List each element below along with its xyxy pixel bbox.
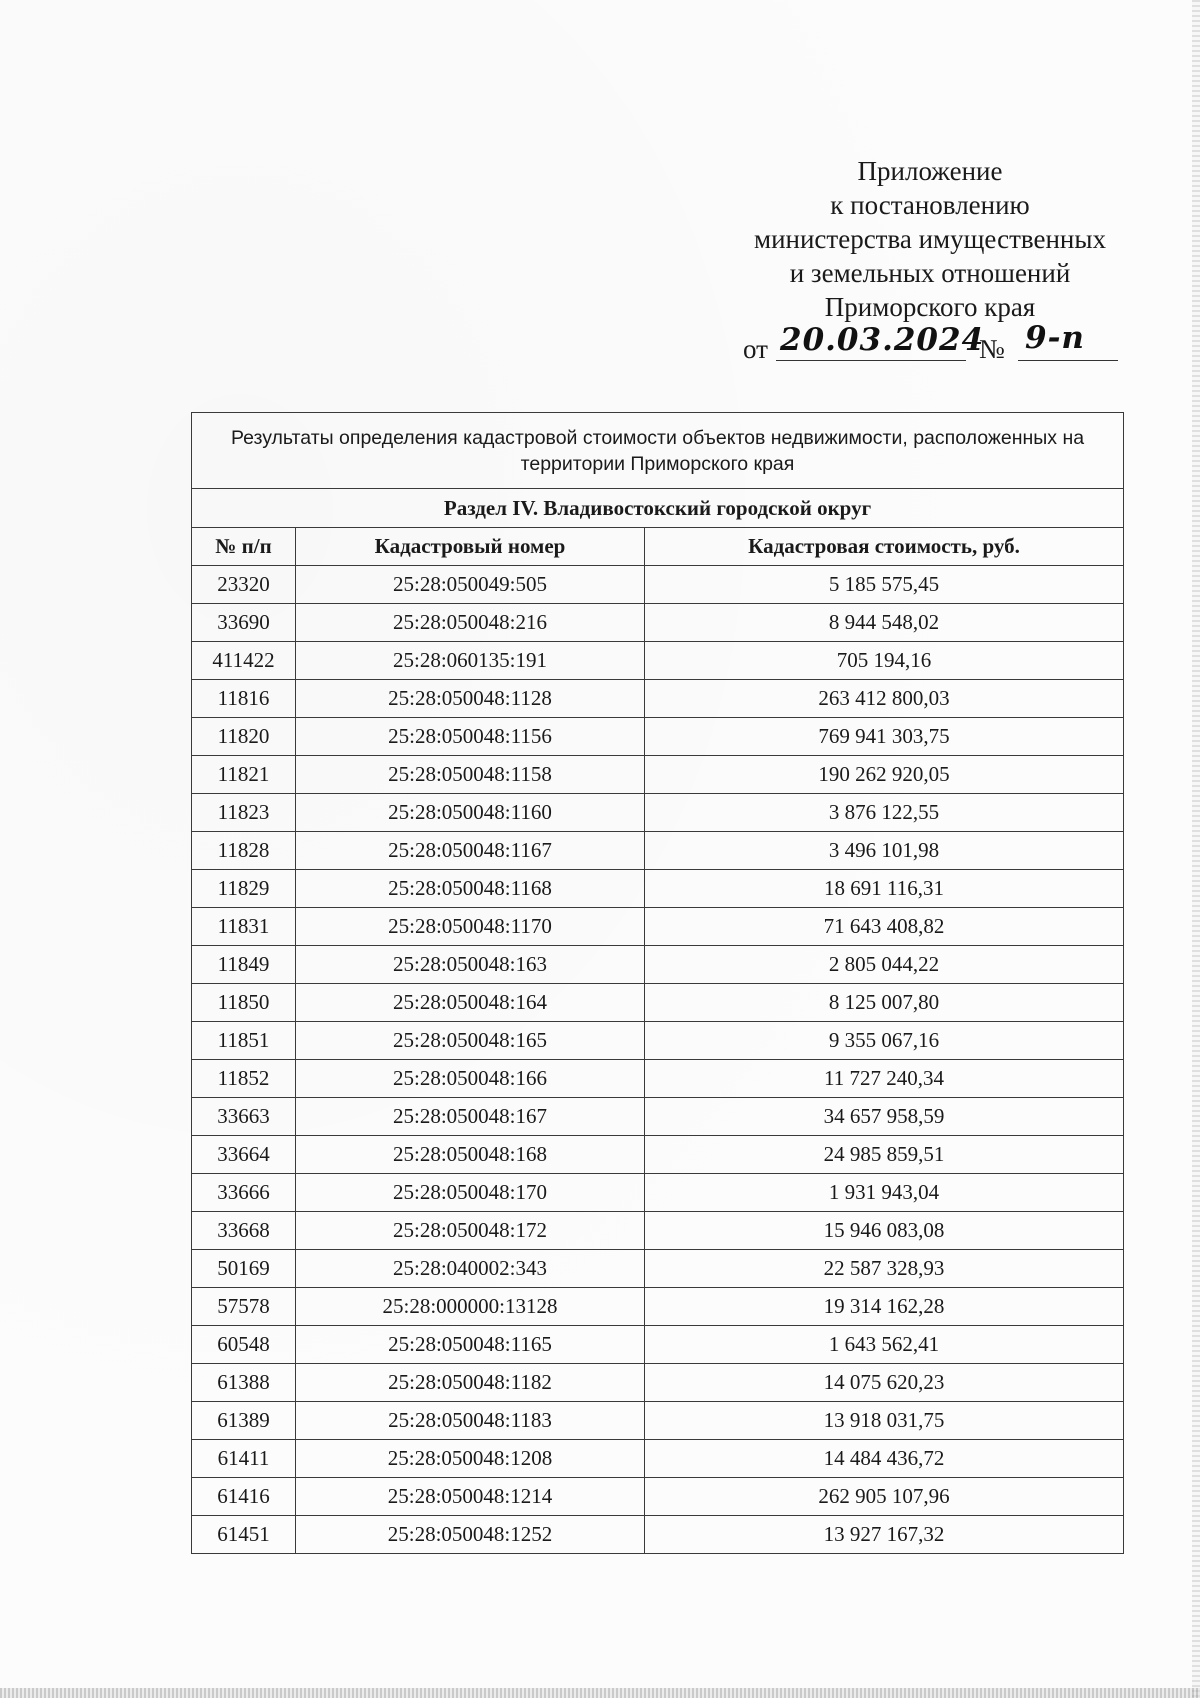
row-cadastral-number: 25:28:050048:1128 bbox=[296, 680, 645, 718]
table-row bbox=[192, 1402, 1124, 1440]
row-index: 61451 bbox=[192, 1516, 296, 1554]
row-cadastral-value: 14 075 620,23 bbox=[645, 1364, 1124, 1402]
row-index: 11850 bbox=[192, 984, 296, 1022]
row-cadastral-number: 25:28:050048:166 bbox=[296, 1060, 645, 1098]
table-row bbox=[192, 1174, 1124, 1212]
row-index: 61416 bbox=[192, 1478, 296, 1516]
row-cadastral-number: 25:28:050048:1183 bbox=[296, 1402, 645, 1440]
column-header-cadastral-number: Кадастровый номер bbox=[296, 528, 645, 566]
row-cadastral-value: 3 876 122,55 bbox=[645, 794, 1124, 832]
number-underline bbox=[1018, 360, 1118, 361]
row-index: 11828 bbox=[192, 832, 296, 870]
row-cadastral-number: 25:28:050048:1168 bbox=[296, 870, 645, 908]
row-cadastral-value: 8 944 548,02 bbox=[645, 604, 1124, 642]
row-cadastral-number: 25:28:050048:1170 bbox=[296, 908, 645, 946]
row-index: 11851 bbox=[192, 1022, 296, 1060]
row-index: 61411 bbox=[192, 1440, 296, 1478]
appendix-line: и земельных отношений bbox=[789, 258, 1071, 288]
row-cadastral-number: 25:28:050048:1214 bbox=[296, 1478, 645, 1516]
table-row bbox=[192, 1478, 1124, 1516]
table-row bbox=[192, 1440, 1124, 1478]
row-index: 23320 bbox=[192, 566, 296, 604]
row-cadastral-value: 13 927 167,32 bbox=[645, 1516, 1124, 1554]
row-index: 33690 bbox=[192, 604, 296, 642]
table-row bbox=[192, 1060, 1124, 1098]
row-cadastral-number: 25:28:050048:1208 bbox=[296, 1440, 645, 1478]
table-row bbox=[192, 1288, 1124, 1326]
row-cadastral-value: 705 194,16 bbox=[645, 642, 1124, 680]
row-cadastral-number: 25:28:060135:191 bbox=[296, 642, 645, 680]
row-index: 411422 bbox=[192, 642, 296, 680]
date-underline bbox=[776, 360, 966, 361]
row-cadastral-value: 15 946 083,08 bbox=[645, 1212, 1124, 1250]
row-index: 11831 bbox=[192, 908, 296, 946]
row-cadastral-number: 25:28:050048:1160 bbox=[296, 794, 645, 832]
row-cadastral-number: 25:28:050048:167 bbox=[296, 1098, 645, 1136]
row-cadastral-number: 25:28:050048:165 bbox=[296, 1022, 645, 1060]
row-index: 50169 bbox=[192, 1250, 296, 1288]
row-cadastral-value: 14 484 436,72 bbox=[645, 1440, 1124, 1478]
number-prefix: № bbox=[979, 334, 1005, 364]
table-row bbox=[192, 566, 1124, 604]
row-cadastral-value: 190 262 920,05 bbox=[645, 756, 1124, 794]
table-row bbox=[192, 756, 1124, 794]
row-index: 33666 bbox=[192, 1174, 296, 1212]
row-cadastral-value: 2 805 044,22 bbox=[645, 946, 1124, 984]
table-row bbox=[192, 1326, 1124, 1364]
row-cadastral-number: 25:28:050048:1156 bbox=[296, 718, 645, 756]
row-cadastral-number: 25:28:050048:170 bbox=[296, 1174, 645, 1212]
row-cadastral-number: 25:28:050048:1158 bbox=[296, 756, 645, 794]
row-cadastral-number: 25:28:050048:1252 bbox=[296, 1516, 645, 1554]
section-title: Раздел IV. Владивостокский городской округ bbox=[192, 489, 1124, 528]
column-header-index: № п/п bbox=[192, 528, 296, 566]
decree-date-number bbox=[735, 322, 1135, 362]
handwritten-number: 9-п bbox=[1025, 320, 1085, 356]
row-cadastral-value: 19 314 162,28 bbox=[645, 1288, 1124, 1326]
column-header-row bbox=[192, 528, 1124, 566]
handwritten-date: 20.03.2024 bbox=[780, 322, 985, 358]
row-cadastral-value: 8 125 007,80 bbox=[645, 984, 1124, 1022]
table-row bbox=[192, 604, 1124, 642]
appendix-header bbox=[700, 154, 1160, 324]
row-index: 11820 bbox=[192, 718, 296, 756]
row-cadastral-number: 25:28:040002:343 bbox=[296, 1250, 645, 1288]
table-title: Результаты определения кадастровой стоимости объектов недвижимости, расположенных на территории Приморского края bbox=[192, 413, 1124, 489]
row-index: 11823 bbox=[192, 794, 296, 832]
row-cadastral-value: 769 941 303,75 bbox=[645, 718, 1124, 756]
row-cadastral-value: 262 905 107,96 bbox=[645, 1478, 1124, 1516]
table-row bbox=[192, 1212, 1124, 1250]
row-cadastral-value: 71 643 408,82 bbox=[645, 908, 1124, 946]
date-prefix: от bbox=[743, 334, 768, 364]
table-row bbox=[192, 1022, 1124, 1060]
row-cadastral-value: 9 355 067,16 bbox=[645, 1022, 1124, 1060]
row-cadastral-number: 25:28:000000:13128 bbox=[296, 1288, 645, 1326]
appendix-line: Приложение bbox=[857, 156, 1003, 186]
table-row bbox=[192, 1250, 1124, 1288]
row-cadastral-number: 25:28:050048:1167 bbox=[296, 832, 645, 870]
row-index: 11849 bbox=[192, 946, 296, 984]
row-index: 11829 bbox=[192, 870, 296, 908]
row-cadastral-value: 263 412 800,03 bbox=[645, 680, 1124, 718]
table-row bbox=[192, 642, 1124, 680]
row-index: 11816 bbox=[192, 680, 296, 718]
table-row bbox=[192, 794, 1124, 832]
table-row bbox=[192, 1364, 1124, 1402]
table-row bbox=[192, 832, 1124, 870]
table-body bbox=[192, 566, 1124, 1554]
row-cadastral-value: 24 985 859,51 bbox=[645, 1136, 1124, 1174]
row-index: 57578 bbox=[192, 1288, 296, 1326]
row-index: 33663 bbox=[192, 1098, 296, 1136]
row-cadastral-value: 22 587 328,93 bbox=[645, 1250, 1124, 1288]
table-row bbox=[192, 1098, 1124, 1136]
row-cadastral-number: 25:28:050048:164 bbox=[296, 984, 645, 1022]
row-index: 11852 bbox=[192, 1060, 296, 1098]
appendix-line: министерства имущественных bbox=[754, 224, 1106, 254]
table-row bbox=[192, 718, 1124, 756]
scan-edge bbox=[1192, 0, 1200, 1698]
row-index: 61388 bbox=[192, 1364, 296, 1402]
row-cadastral-value: 13 918 031,75 bbox=[645, 1402, 1124, 1440]
row-cadastral-number: 25:28:050048:172 bbox=[296, 1212, 645, 1250]
table-row bbox=[192, 1516, 1124, 1554]
table-row bbox=[192, 680, 1124, 718]
table-row bbox=[192, 984, 1124, 1022]
table-row bbox=[192, 908, 1124, 946]
table-row bbox=[192, 1136, 1124, 1174]
row-index: 11821 bbox=[192, 756, 296, 794]
row-cadastral-number: 25:28:050049:505 bbox=[296, 566, 645, 604]
row-index: 61389 bbox=[192, 1402, 296, 1440]
cadastral-value-table bbox=[191, 412, 1124, 1554]
row-cadastral-value: 5 185 575,45 bbox=[645, 566, 1124, 604]
row-cadastral-number: 25:28:050048:163 bbox=[296, 946, 645, 984]
row-index: 60548 bbox=[192, 1326, 296, 1364]
table-row bbox=[192, 946, 1124, 984]
column-header-cadastral-value: Кадастровая стоимость, руб. bbox=[645, 528, 1124, 566]
row-cadastral-number: 25:28:050048:168 bbox=[296, 1136, 645, 1174]
appendix-line: Приморского края bbox=[824, 292, 1036, 322]
row-cadastral-number: 25:28:050048:1165 bbox=[296, 1326, 645, 1364]
row-cadastral-number: 25:28:050048:216 bbox=[296, 604, 645, 642]
appendix-line: к постановлению bbox=[830, 190, 1030, 220]
row-cadastral-value: 3 496 101,98 bbox=[645, 832, 1124, 870]
row-index: 33668 bbox=[192, 1212, 296, 1250]
row-cadastral-value: 34 657 958,59 bbox=[645, 1098, 1124, 1136]
row-cadastral-value: 1 931 943,04 bbox=[645, 1174, 1124, 1212]
row-cadastral-value: 11 727 240,34 bbox=[645, 1060, 1124, 1098]
table-row bbox=[192, 870, 1124, 908]
row-cadastral-value: 18 691 116,31 bbox=[645, 870, 1124, 908]
row-cadastral-number: 25:28:050048:1182 bbox=[296, 1364, 645, 1402]
row-index: 33664 bbox=[192, 1136, 296, 1174]
row-cadastral-value: 1 643 562,41 bbox=[645, 1326, 1124, 1364]
